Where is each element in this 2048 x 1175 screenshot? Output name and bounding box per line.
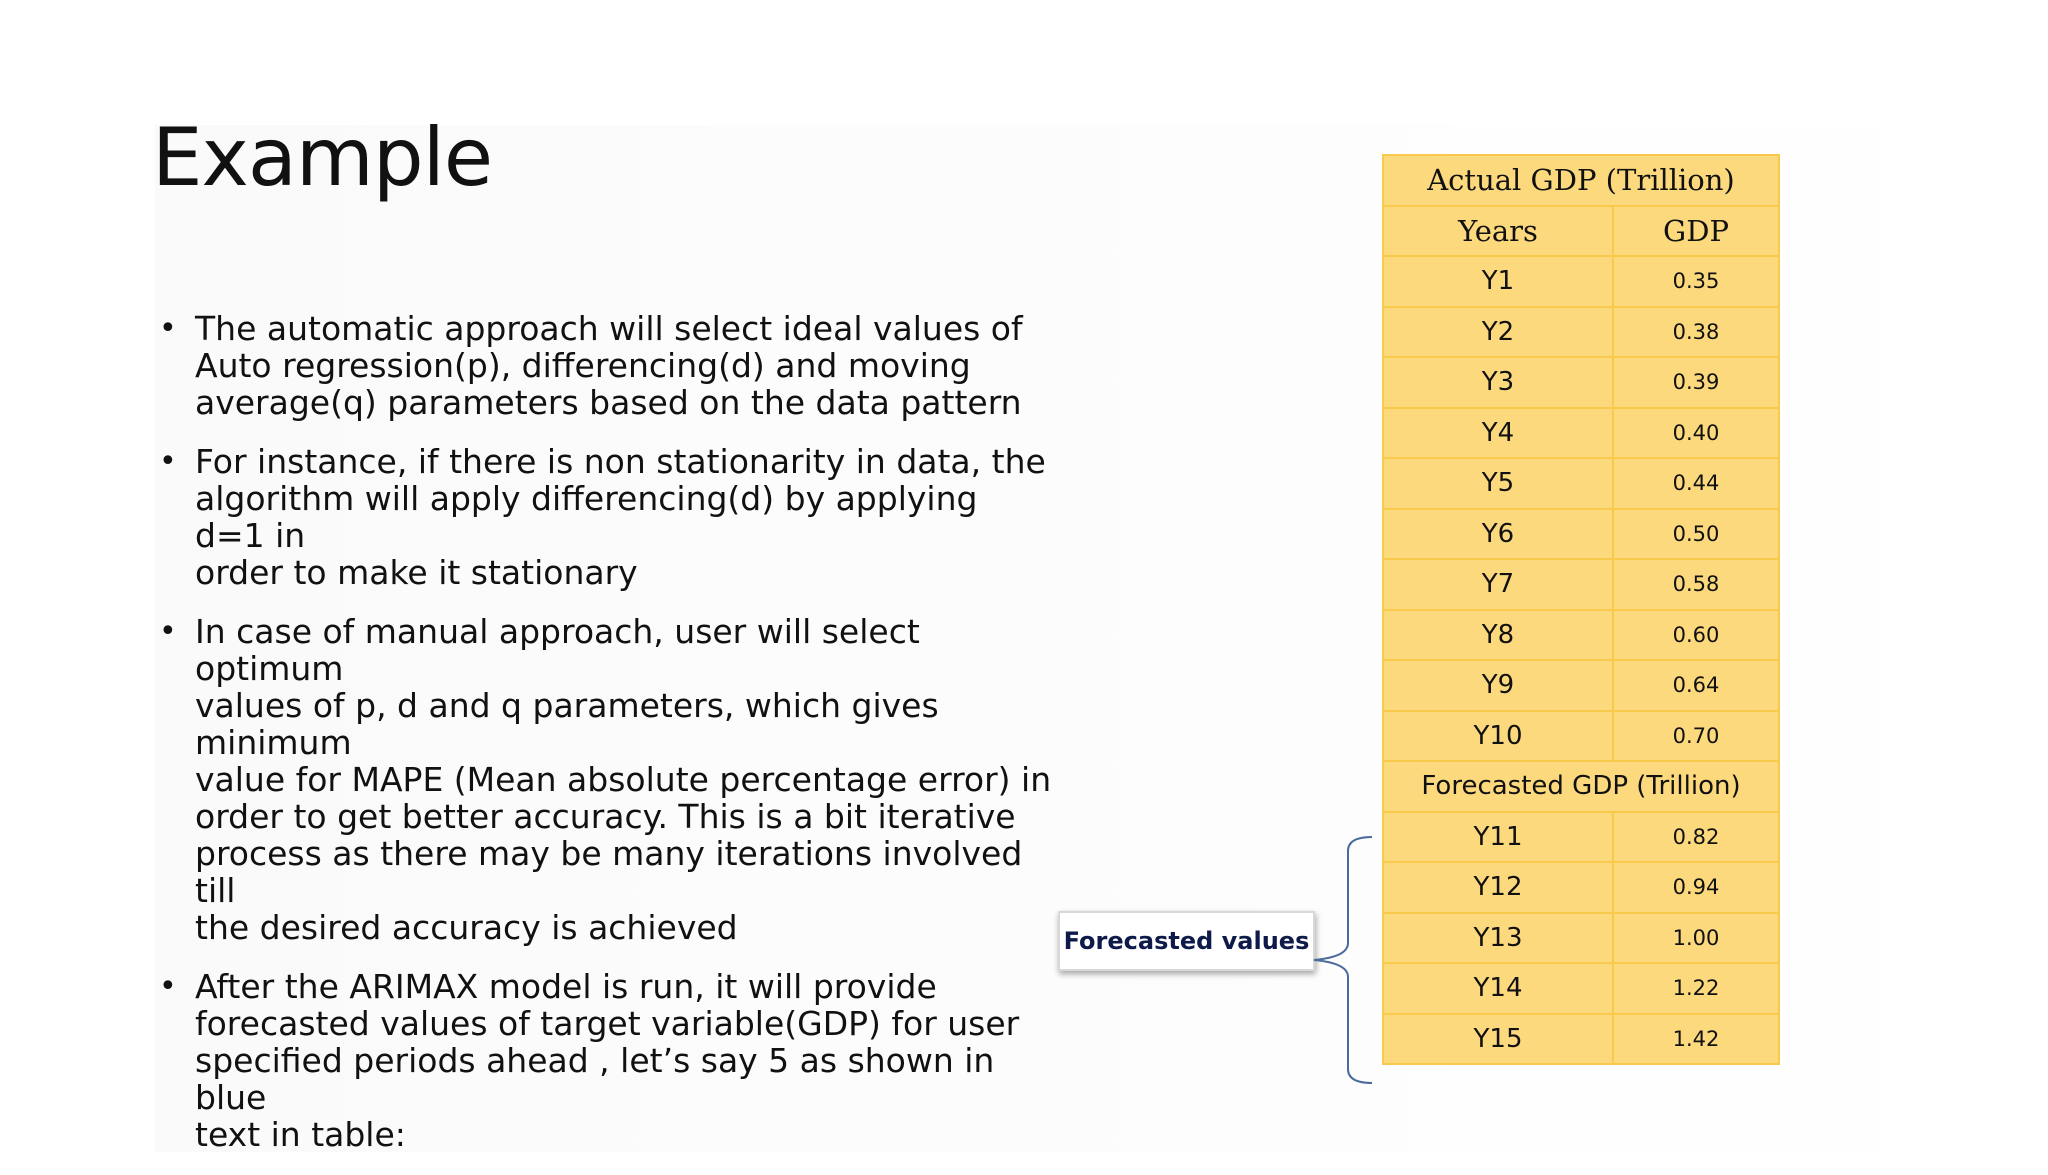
bullet-text: In case of manual approach, user will select optimum values of p, d and q parameters, which gives minimum value for MAPE (Mean absolute percentage error) in order to get better accuracy. This is a bit iterative process as there may be many iterations involved till the desired accuracy is achieved [195, 612, 1052, 947]
bullet-text: After the ARIMAX model is run, it will provide forecasted values of target variable(GDP) for user specified periods ahead , let’s say 5 as shown in blue text in table: [195, 967, 1020, 1154]
table-row [1383, 408, 1779, 459]
forecast-title-row [1383, 761, 1779, 812]
bullet-dot-icon: • [159, 444, 177, 479]
callout-label: Forecasted values [1063, 927, 1310, 955]
table-title-row [1383, 155, 1779, 206]
bullet-dot-icon: • [159, 311, 177, 346]
bullet-dot-icon: • [159, 969, 177, 1004]
gdp-table [1382, 154, 1780, 1065]
actual-gdp-heading: Actual GDP (Trillion) [1383, 155, 1779, 206]
forecasted-values-callout [1058, 911, 1315, 971]
bullet-dot-icon: • [159, 614, 177, 649]
table-row [1383, 559, 1779, 610]
bullet-list [155, 310, 1055, 1175]
year-cell: Y8 [1383, 610, 1613, 661]
bullet-item [155, 613, 1055, 946]
gdp-cell: 0.50 [1613, 509, 1779, 560]
bullet-text: The automatic approach will select ideal values of Auto regression(p), differencing(d) and moving average(q) parameters based on the data pattern [195, 309, 1023, 422]
forecast-row [1383, 963, 1779, 1014]
slide-title: Example [152, 111, 493, 204]
year-cell: Y14 [1383, 963, 1613, 1014]
table-row [1383, 458, 1779, 509]
forecast-row [1383, 1014, 1779, 1065]
table-row [1383, 307, 1779, 358]
year-cell: Y1 [1383, 256, 1613, 307]
year-cell: Y2 [1383, 307, 1613, 358]
year-cell: Y11 [1383, 812, 1613, 863]
year-cell: Y3 [1383, 357, 1613, 408]
bullet-item [155, 968, 1055, 1153]
table-header-row [1383, 206, 1779, 257]
table-row [1383, 256, 1779, 307]
gdp-cell: 1.00 [1613, 913, 1779, 964]
year-cell: Y9 [1383, 660, 1613, 711]
table-row [1383, 660, 1779, 711]
year-cell: Y13 [1383, 913, 1613, 964]
forecast-row [1383, 913, 1779, 964]
year-cell: Y5 [1383, 458, 1613, 509]
gdp-cell: 1.22 [1613, 963, 1779, 1014]
year-cell: Y12 [1383, 862, 1613, 913]
bullet-text: For instance, if there is non stationarity in data, the algorithm will apply differencing(d) by applying d=1 in order to make it stationary [195, 442, 1046, 592]
gdp-cell: 0.44 [1613, 458, 1779, 509]
bullet-item [155, 443, 1055, 591]
gdp-cell: 0.39 [1613, 357, 1779, 408]
gdp-cell: 0.38 [1613, 307, 1779, 358]
gdp-cell: 0.40 [1613, 408, 1779, 459]
forecast-row [1383, 862, 1779, 913]
table-row [1383, 711, 1779, 762]
gdp-cell: 0.60 [1613, 610, 1779, 661]
gdp-cell: 0.82 [1613, 812, 1779, 863]
gdp-cell: 0.35 [1613, 256, 1779, 307]
year-cell: Y15 [1383, 1014, 1613, 1065]
curly-brace-icon [1310, 835, 1380, 1085]
bullet-item [155, 310, 1055, 421]
forecast-row [1383, 812, 1779, 863]
gdp-cell: 0.58 [1613, 559, 1779, 610]
gdp-cell: 0.70 [1613, 711, 1779, 762]
forecasted-gdp-heading: Forecasted GDP (Trillion) [1383, 761, 1779, 812]
years-column-header: Years [1383, 206, 1613, 257]
year-cell: Y7 [1383, 559, 1613, 610]
year-cell: Y6 [1383, 509, 1613, 560]
gdp-cell: 0.94 [1613, 862, 1779, 913]
table-row [1383, 509, 1779, 560]
year-cell: Y4 [1383, 408, 1613, 459]
table-row [1383, 610, 1779, 661]
gdp-cell: 0.64 [1613, 660, 1779, 711]
table-row [1383, 357, 1779, 408]
year-cell: Y10 [1383, 711, 1613, 762]
gdp-cell: 1.42 [1613, 1014, 1779, 1065]
gdp-column-header: GDP [1613, 206, 1779, 257]
